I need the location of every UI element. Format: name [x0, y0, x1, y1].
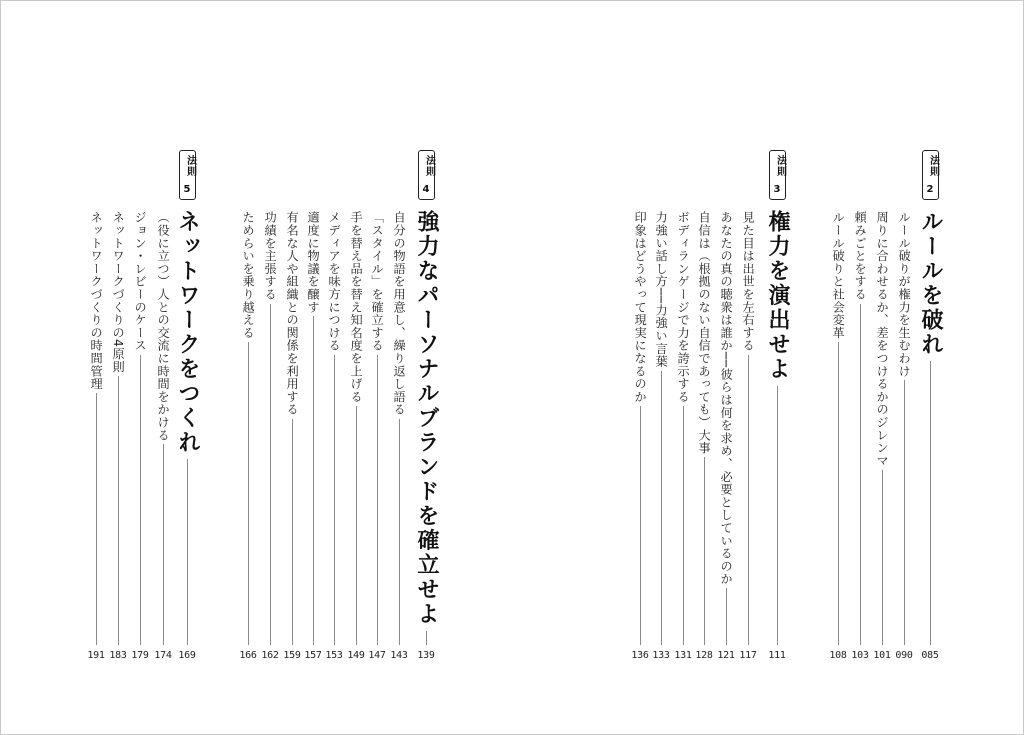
- toc-entry-leader: [860, 304, 861, 645]
- toc-entry-leader: [356, 406, 357, 645]
- toc-entry-leader: [96, 393, 97, 645]
- chapter-2-title[interactable]: ルールを破れ: [918, 210, 943, 357]
- toc-entry-page[interactable]: 179: [131, 650, 149, 661]
- law-number: 2: [926, 184, 934, 195]
- chapter-3-title-page[interactable]: 111: [768, 650, 786, 661]
- toc-entry-title[interactable]: ルール破りが権力を生むわけ: [897, 211, 912, 378]
- toc-entry-title[interactable]: 力強い話し方──力強い言葉: [654, 211, 669, 368]
- chapter-5-title-page[interactable]: 169: [178, 650, 196, 661]
- toc-entry-title[interactable]: 功績を主張する: [263, 211, 278, 301]
- toc-entry-page[interactable]: 121: [717, 650, 735, 661]
- toc-entry-page[interactable]: 183: [109, 650, 127, 661]
- chapter-5-title-leader: [187, 459, 188, 645]
- toc-entry-leader: [748, 355, 749, 645]
- law-label: 法則: [927, 155, 939, 177]
- chapter-4-badge: [418, 150, 435, 200]
- chapter-4-title[interactable]: 強力なパーソナルブランドを確立せよ: [414, 210, 439, 627]
- toc-entry-page[interactable]: 136: [631, 650, 649, 661]
- toc-entry-page[interactable]: 128: [695, 650, 713, 661]
- toc-entry-leader: [661, 371, 662, 645]
- toc-entry-title[interactable]: 「スタイル」を確立する: [370, 211, 385, 352]
- toc-entry-page[interactable]: 191: [87, 650, 105, 661]
- toc-entry-page[interactable]: 147: [368, 650, 386, 661]
- toc-entry-title[interactable]: 自分の物語を用意し、繰り返し語る: [392, 211, 407, 416]
- toc-entry-leader: [399, 419, 400, 645]
- toc-entry-title[interactable]: 手を替え品を替え知名度を上げる: [349, 211, 364, 403]
- toc-entry-page[interactable]: 108: [829, 650, 847, 661]
- toc-entry-title[interactable]: 自信は（根拠のない自信であっても）大事: [697, 211, 712, 455]
- toc-entry-leader: [683, 406, 684, 645]
- toc-entry-leader: [334, 355, 335, 645]
- toc-entry-page[interactable]: 143: [390, 650, 408, 661]
- toc-entry-leader: [726, 588, 727, 645]
- toc-entry-title[interactable]: メディアを味方につける: [327, 211, 342, 352]
- toc-entry-title[interactable]: ネットワークづくりの時間管理: [89, 211, 104, 391]
- toc-entry-leader: [704, 457, 705, 645]
- toc-entry-leader: [140, 355, 141, 645]
- toc-entry-title[interactable]: （役に立つ）人との交流に時間をかける: [156, 211, 171, 442]
- chapter-2-badge: [922, 150, 939, 200]
- toc-entry-title[interactable]: 有名な人や組織との関係を利用する: [285, 211, 300, 416]
- toc-entry-title[interactable]: 頼みごとをする: [853, 211, 868, 301]
- chapter-3-badge: [769, 150, 786, 200]
- toc-entry-title[interactable]: ジョン・レビーのケース: [133, 211, 148, 352]
- chapter-4-title-leader: [426, 631, 427, 646]
- toc-entry-title[interactable]: 印象はどうやって現実になるのか: [633, 211, 648, 403]
- chapter-5-badge: [179, 150, 196, 200]
- toc-entry-title[interactable]: あなたの真の聴衆は誰か──彼らは何を求め、必要としているのか: [719, 211, 734, 586]
- chapter-2-title-leader: [930, 361, 931, 645]
- toc-entry-page[interactable]: 174: [154, 650, 172, 661]
- law-number: 3: [773, 184, 781, 195]
- toc-entry-page[interactable]: 103: [851, 650, 869, 661]
- chapter-3-title[interactable]: 権力を演出せよ: [765, 210, 790, 382]
- toc-entry-title[interactable]: ネットワークづくりの4原則: [111, 211, 126, 373]
- chapter-3-title-leader: [777, 386, 778, 646]
- law-label: 法則: [423, 155, 435, 177]
- toc-entry-leader: [838, 342, 839, 645]
- toc-entry-title[interactable]: 適度に物議を醸す: [306, 211, 321, 314]
- toc-entry-page[interactable]: 117: [739, 650, 757, 661]
- toc-entry-page[interactable]: 149: [347, 650, 365, 661]
- toc-entry-leader: [292, 419, 293, 645]
- toc-entry-page[interactable]: 101: [873, 650, 891, 661]
- toc-entry-leader: [118, 376, 119, 645]
- toc-entry-leader: [904, 380, 905, 645]
- toc-entry-title[interactable]: ためらいを乗り越える: [241, 211, 256, 339]
- law-number: 4: [422, 184, 430, 195]
- chapter-5-title[interactable]: ネットワークをつくれ: [175, 210, 200, 455]
- toc-entry-title[interactable]: ルール破りと社会変革: [831, 211, 846, 339]
- toc-entry-leader: [163, 444, 164, 645]
- law-number: 5: [183, 184, 191, 195]
- toc-entry-leader: [882, 470, 883, 645]
- law-label: 法則: [184, 155, 196, 177]
- toc-entry-leader: [270, 304, 271, 645]
- chapter-4-title-page[interactable]: 139: [417, 650, 435, 661]
- toc-entry-page[interactable]: 157: [304, 650, 322, 661]
- toc-entry-title[interactable]: 周りに合わせるか、差をつけるかのジレンマ: [875, 211, 890, 467]
- toc-entry-page[interactable]: 159: [283, 650, 301, 661]
- toc-entry-leader: [313, 316, 314, 645]
- toc-entry-leader: [377, 355, 378, 645]
- chapter-2-title-page[interactable]: 085: [921, 650, 939, 661]
- toc-entry-page[interactable]: 090: [895, 650, 913, 661]
- toc-entry-page[interactable]: 131: [674, 650, 692, 661]
- toc-entry-title[interactable]: ボディランゲージで力を誇示する: [676, 211, 691, 403]
- toc-entry-page[interactable]: 162: [261, 650, 279, 661]
- toc-entry-title[interactable]: 見た目は出世を左右する: [741, 211, 756, 352]
- toc-entry-leader: [640, 406, 641, 645]
- toc-entry-page[interactable]: 166: [239, 650, 257, 661]
- law-label: 法則: [774, 155, 786, 177]
- toc-entry-page[interactable]: 153: [325, 650, 343, 661]
- toc-entry-page[interactable]: 133: [652, 650, 670, 661]
- toc-entry-leader: [248, 342, 249, 645]
